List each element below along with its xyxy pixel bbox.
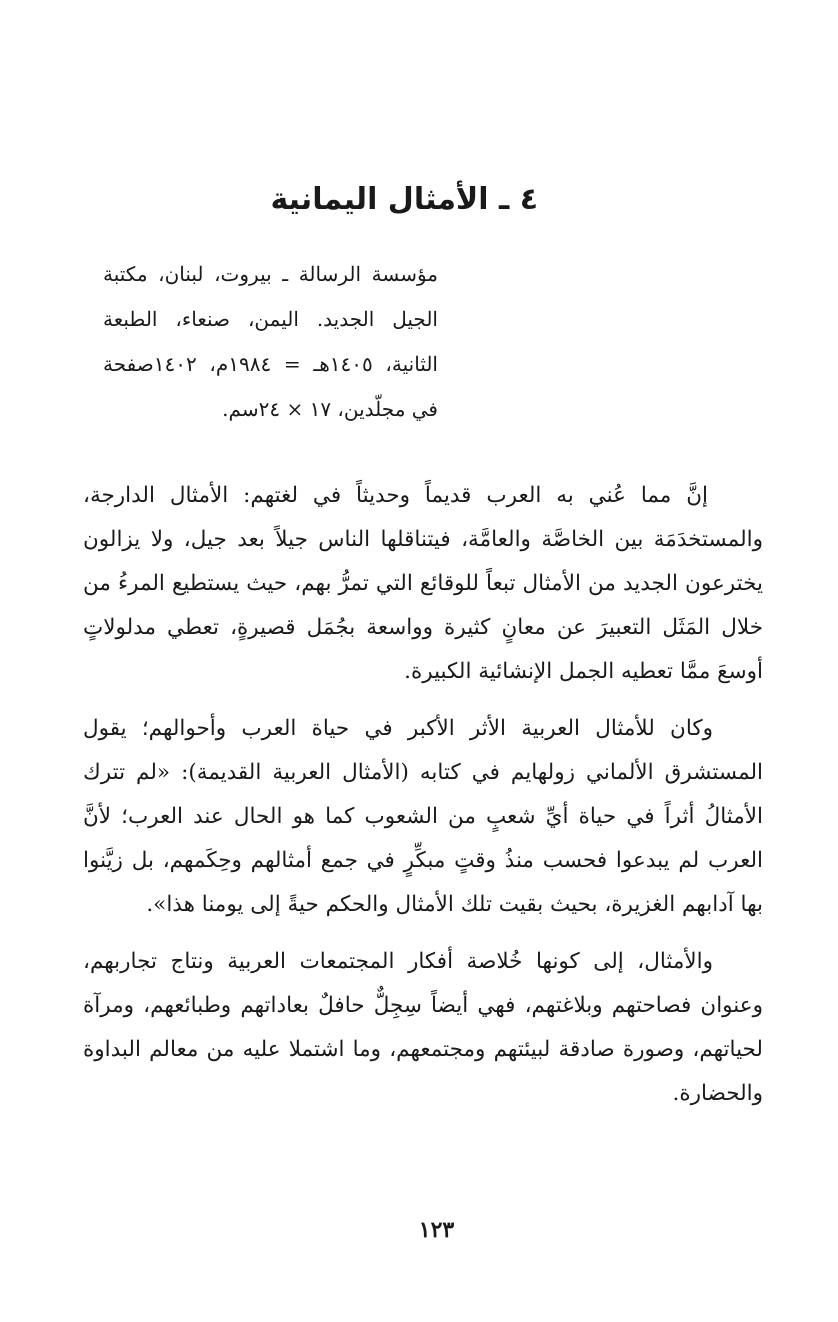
paragraph-2: وكان للأمثال العربية الأثر الأكبر في حياة العرب وأحوالهم؛ يقول المستشرق الألماني زولهايم في كتابه (الأمثال العربية القديمة): «لم تترك الأمثالُ أثراً في حياة أيِّ شعبٍ من الشعوب كما هو الحال عند العرب؛ لأنَّ العرب لم يبدعوا فحسب منذُ وقتٍ مبكِّرٍ في جمع أمثالهم وحِكَمهم، بل زيَّنوا بها آدابهم الغزيرة، بحيث بقيت تلك الأمثال والحكم حيةً إلى يومنا هذا». <box>83 716 763 917</box>
bibliographic-source: مؤسسة الرسالة ـ بيروت، لبنان، مكتبة الجيل الجديد. اليمن، صنعاء، الطبعة الثانية، ١٤٠٥هـ = ١٩٨٤م، ١٤٠٢صفحة في مجلّدين، ١٧ × ٢٤سم. <box>103 262 438 421</box>
body-text <box>83 474 763 1129</box>
paragraph-3: والأمثال، إلى كونها خُلاصة أفكار المجتمعات العربية ونتاج تجاربهم، وعنوان فصاحتهم وبلاغتهم، فهي أيضاً سِجِلٌّ حافلٌ بعاداتهم وطبائعهم، ومرآة لحياتهم، وصورة صادقة لبيئتهم ومجتمعهم، وما اشتملا عليه من معالم البداوة والحضارة. <box>83 949 763 1106</box>
paragraph-1: إنَّ مما عُني به العرب قديماً وحديثاً في لغتهم: الأمثال الدارجة، والمستخدَمَة بين الخاصَّة والعامَّة، فيتناقلها الناس جيلاً بعد جيل، ولا يزالون يخترعون الجديد من الأمثال تبعاً للوقائع التي تمرُّ بهم، حيث يستطيع المرءُ من خلال المَثَل التعبيرَ عن معانٍ كثيرة وواسعة بجُمَل قصيرةٍ، تعطي مدلولاتٍ أوسعَ ممَّا تعطيه الجمل الإنشائية الكبيرة. <box>83 483 763 684</box>
section-heading: ٤ ـ الأمثال اليمانية <box>270 182 538 217</box>
page-number: ١٢٣ <box>418 1217 455 1243</box>
